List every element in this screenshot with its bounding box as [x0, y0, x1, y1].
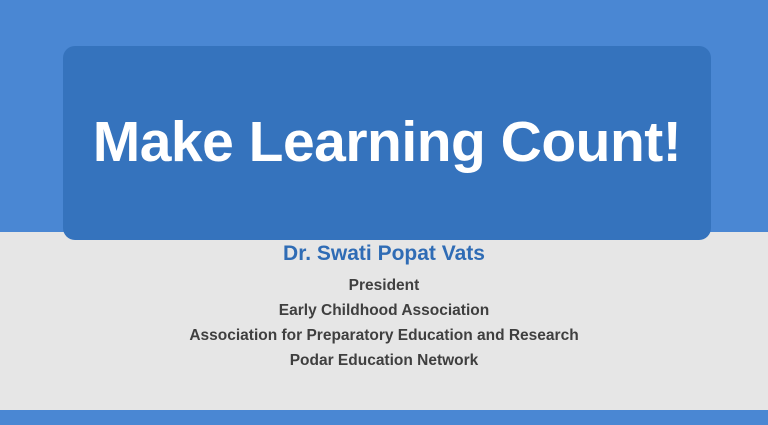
presenter-info-block	[0, 238, 768, 373]
bottom-accent-strip	[0, 410, 768, 425]
affiliation-line-3: Association for Preparatory Education and Research	[189, 326, 579, 344]
affiliation-line-2: Early Childhood Association	[278, 301, 490, 319]
slide-title: Make Learning Count!	[92, 110, 682, 175]
affiliation-line-1: President	[348, 276, 420, 294]
affiliation-line-4: Podar Education Network	[289, 351, 479, 369]
presenter-name: Dr. Swati Popat Vats	[283, 242, 485, 265]
